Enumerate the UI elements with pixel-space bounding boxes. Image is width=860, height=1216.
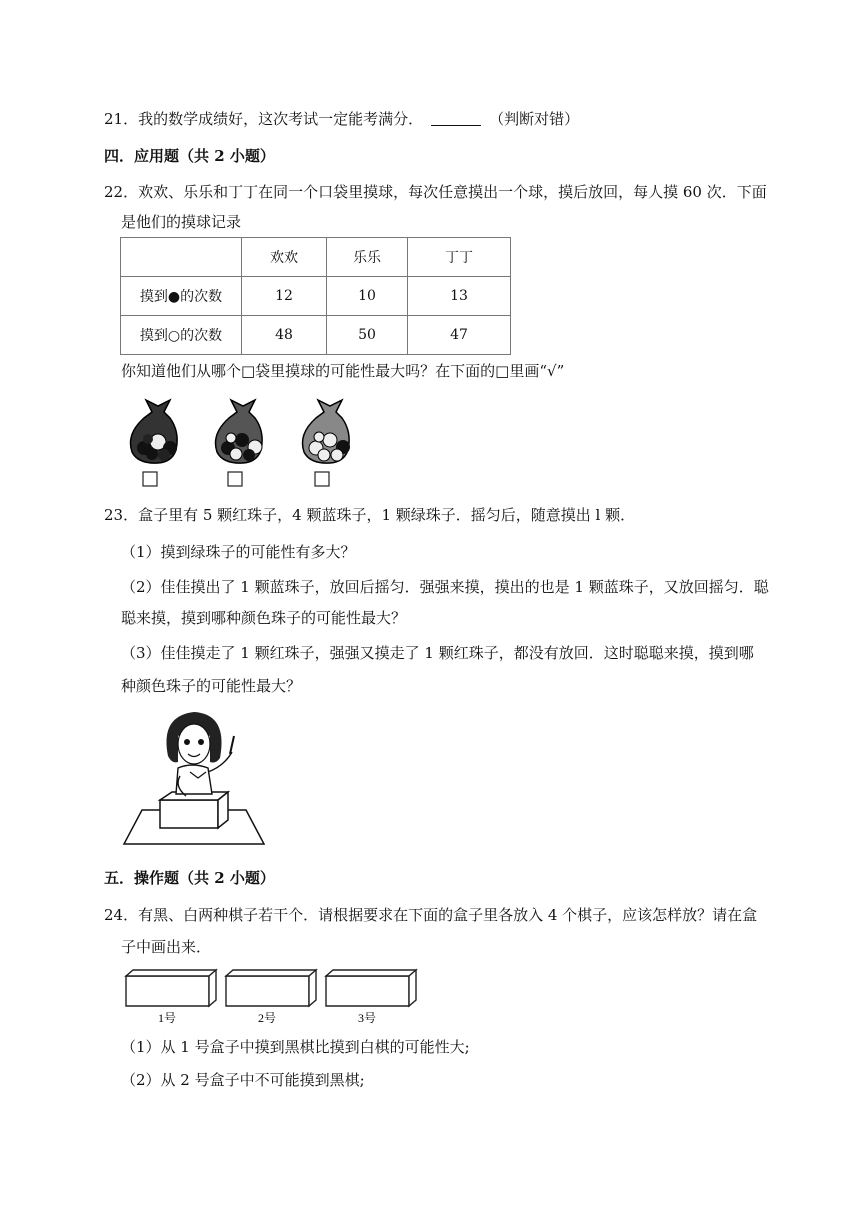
table-header-cell: 欢欢 bbox=[242, 238, 327, 277]
table-cell: 10 bbox=[327, 277, 408, 316]
question-22-line1: 22．欢欢、乐乐和丁丁在同一个口袋里摸球，每次任意摸出一个球，摸后放回，每人摸 60 次．下面 bbox=[104, 183, 767, 201]
answer-blank[interactable] bbox=[431, 111, 481, 126]
question-24-sub2: （2）从 2 号盒子中不可能摸到黑棋; bbox=[121, 1071, 365, 1089]
question-23-sub1: （1）摸到绿珠子的可能性有多大？ bbox=[121, 543, 356, 561]
question-23-sub3b: 种颜色珠子的可能性最大？ bbox=[121, 677, 302, 695]
bag-3-icon bbox=[303, 400, 351, 463]
question-23-sub2a: （2）佳佳摸出了 1 颗蓝珠子，放回后摇匀．强强来摸，摸出的也是 1 颗蓝珠子，又放回摇匀．聪 bbox=[121, 578, 769, 596]
box-2-label: 2号 bbox=[257, 1011, 277, 1025]
question-24-line1: 24．有黑、白两种棋子若干个．请根据要求在下面的盒子里各放入 4 个棋子，应该怎样放？请在盒 bbox=[104, 906, 758, 924]
section-5-title: 五．操作题（共 2 小题） bbox=[104, 869, 275, 887]
question-24-sub1: （1）从 1 号盒子中摸到黑棋比摸到白棋的可能性大; bbox=[121, 1038, 470, 1056]
question-23-sub2b: 聪来摸，摸到哪种颜色珠子的可能性最大？ bbox=[121, 609, 407, 627]
box-3-icon bbox=[326, 970, 416, 1006]
table-cell: 50 bbox=[327, 316, 408, 355]
question-23-sub3a: （3）佳佳摸走了 1 颗红珠子，强强又摸走了 1 颗红珠子，都没有放回．这时聪聪来摸，摸到哪 bbox=[121, 644, 754, 662]
table-row bbox=[121, 316, 511, 355]
table-header-cell bbox=[121, 238, 242, 277]
table-cell: 48 bbox=[242, 316, 327, 355]
question-21-suffix: （判断对错） bbox=[489, 110, 580, 128]
box-2-icon bbox=[226, 970, 316, 1006]
box-3-label: 3号 bbox=[357, 1011, 377, 1025]
question-21-text: 21．我的数学成绩好，这次考试一定能考满分． bbox=[104, 110, 424, 128]
checkbox-3[interactable] bbox=[315, 472, 329, 486]
record-table bbox=[120, 237, 511, 355]
table-header-cell: 丁丁 bbox=[408, 238, 511, 277]
table-cell: 13 bbox=[408, 277, 511, 316]
checkbox-1[interactable] bbox=[143, 472, 157, 486]
question-22-line2: 是他们的摸球记录 bbox=[121, 213, 242, 231]
table-cell: 摸到●的次数 bbox=[121, 277, 242, 316]
table-cell: 摸到○的次数 bbox=[121, 316, 242, 355]
bag-1-icon bbox=[131, 400, 178, 463]
table-cell: 12 bbox=[242, 277, 327, 316]
checkbox-2[interactable] bbox=[228, 472, 242, 486]
question-22-prompt: 你知道他们从哪个□袋里摸球的可能性最大吗？在下面的□里画“√” bbox=[121, 362, 565, 380]
question-24-line2: 子中画出来． bbox=[121, 938, 212, 956]
table-cell: 47 bbox=[408, 316, 511, 355]
bag-2-icon bbox=[216, 400, 263, 463]
box-1-label: 1号 bbox=[157, 1011, 177, 1025]
question-23-line1: 23．盒子里有 5 颗红珠子，4 颗蓝珠子，1 颗绿珠子．摇匀后，随意摸出 l 颗． bbox=[104, 506, 636, 524]
table-header-cell: 乐乐 bbox=[327, 238, 408, 277]
section-4-title: 四．应用题（共 2 小题） bbox=[104, 147, 275, 165]
boxes-illustration bbox=[123, 966, 423, 1026]
table-row bbox=[121, 277, 511, 316]
question-21 bbox=[104, 109, 579, 129]
bags-illustration bbox=[118, 392, 363, 494]
girl-drawing-ball-illustration bbox=[120, 706, 270, 850]
box-1-icon bbox=[126, 970, 216, 1006]
table-header-row bbox=[121, 238, 511, 277]
